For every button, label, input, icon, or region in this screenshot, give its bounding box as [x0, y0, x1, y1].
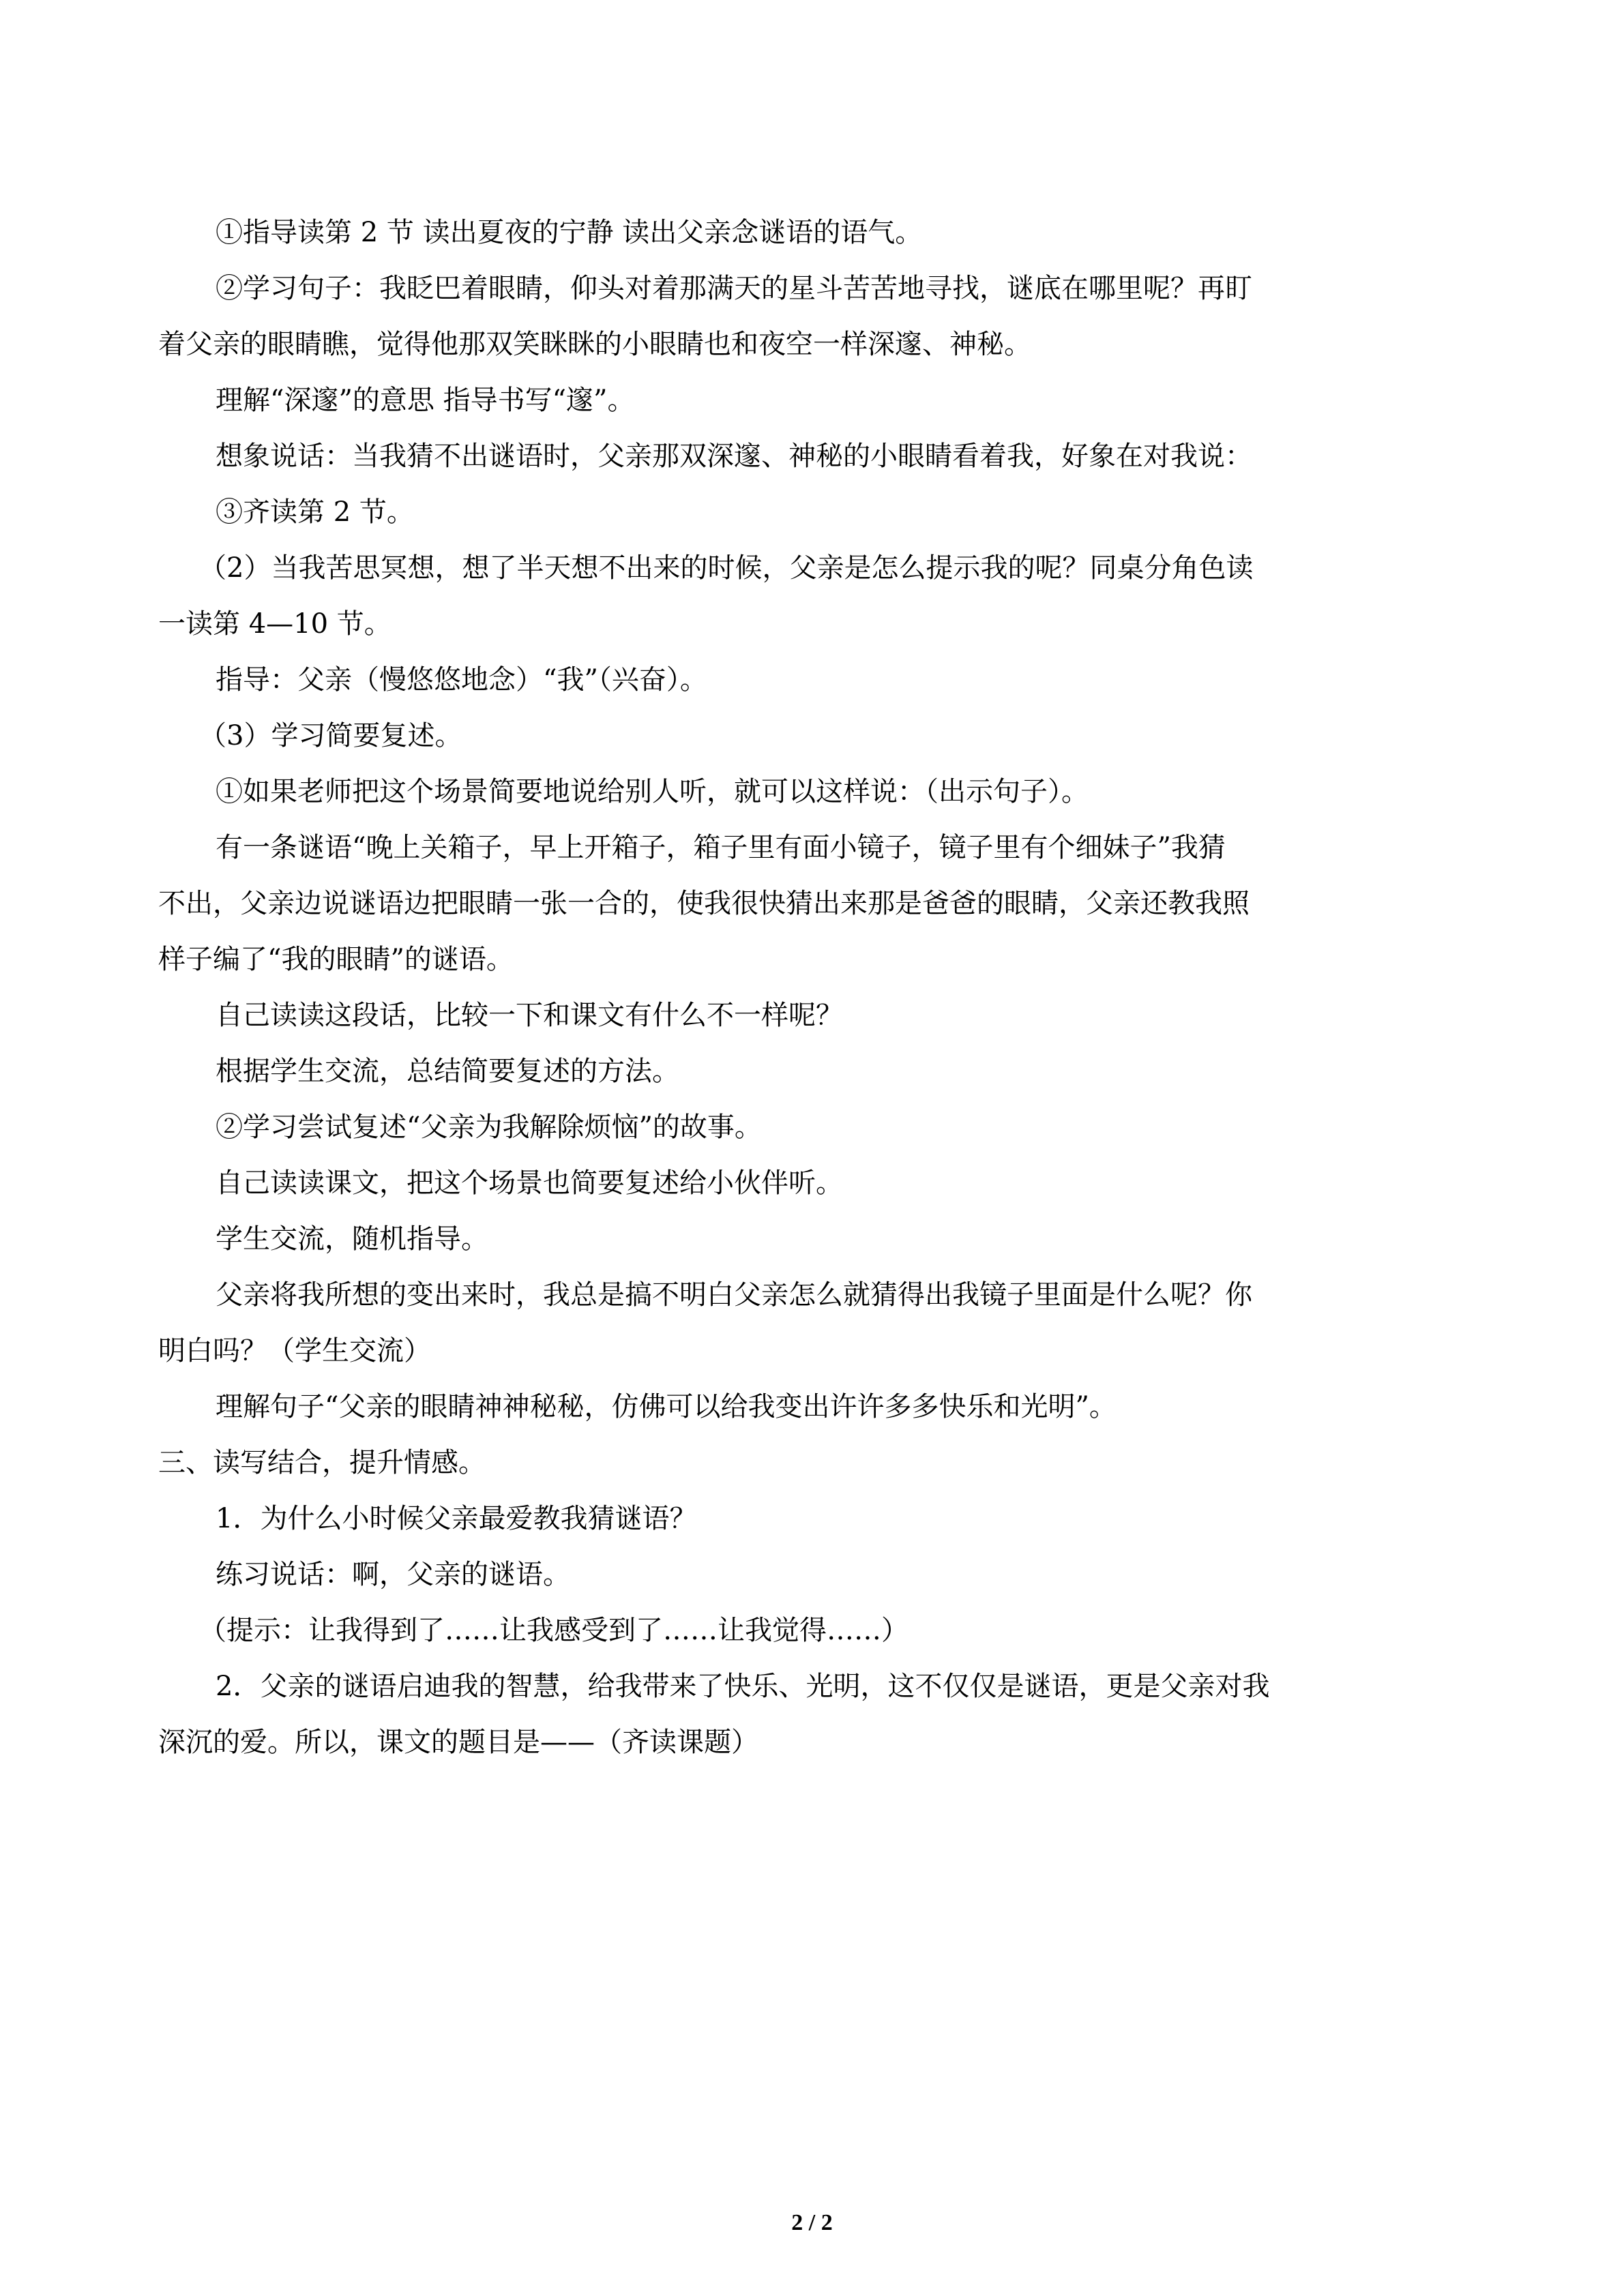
text-line: 1．为什么小时候父亲最爱教我猜谜语？	[216, 1503, 697, 1534]
text-line: （2）当我苦思冥想，想了半天想不出来的时候，父亲是怎么提示我的呢？同桌分角色读	[199, 552, 1254, 584]
text-line: 根据学生交流，总结简要复述的方法。	[216, 1056, 679, 1087]
page-number: 2 / 2	[791, 2210, 833, 2235]
text-line: 学生交流，随机指导。	[216, 1223, 488, 1255]
text-line: 指导：父亲（慢悠悠地念）“我”（兴奋）。	[216, 664, 707, 696]
text-line: 父亲将我所想的变出来时，我总是搞不明白父亲怎么就猜得出我镜子里面是什么呢？你	[216, 1279, 1252, 1311]
document-body	[158, 205, 1471, 1770]
text-line: 理解“深邃”的意思 指导书写“邃”。	[216, 385, 635, 416]
text-line: 自己读读这段话，比较一下和课文有什么不一样呢？	[216, 1000, 843, 1031]
text-line: 想象说话：当我猜不出谜语时，父亲那双深邃、神秘的小眼睛看着我，好象在对我说：	[216, 441, 1252, 472]
text-line: （提示：让我得到了……让我感受到了……让我觉得……）	[199, 1615, 909, 1646]
text-line: （3）学习简要复述。	[199, 720, 462, 751]
text-line: 三、读写结合，提升情感。	[158, 1447, 486, 1478]
text-line: 2．父亲的谜语启迪我的智慧，给我带来了快乐、光明，这不仅仅是谜语，更是父亲对我	[216, 1671, 1270, 1702]
text-line: ②学习尝试复述“父亲为我解除烦恼”的故事。	[216, 1112, 762, 1143]
text-line: 理解句子“父亲的眼睛神神秘秘，仿佛可以给我变出许许多多快乐和光明”。	[216, 1391, 1117, 1422]
text-line: ①指导读第 2 节 读出夏夜的宁静 读出父亲念谜语的语气。	[216, 217, 923, 248]
text-line: 着父亲的眼睛瞧，觉得他那双笑眯眯的小眼睛也和夜空一样深邃、神秘。	[158, 329, 1031, 360]
text-line: ②学习句子：我眨巴着眼睛，仰头对着那满天的星斗苦苦地寻找，谜底在哪里呢？再盯	[216, 273, 1252, 304]
text-line: 样子编了“我的眼睛”的谜语。	[158, 944, 514, 975]
text-line: 自己读读课文，把这个场景也简要复述给小伙伴听。	[216, 1167, 843, 1199]
text-line: 不出，父亲边说谜语边把眼睛一张一合的，使我很快猜出来那是爸爸的眼睛，父亲还教我照	[158, 888, 1250, 919]
text-line: 有一条谜语“晚上关箱子，早上开箱子，箱子里有面小镜子，镜子里有个细妹子”我猜	[216, 832, 1226, 863]
text-line: ①如果老师把这个场景简要地说给别人听，就可以这样说：（出示句子）。	[216, 776, 1089, 807]
text-line: ③齐读第 2 节。	[216, 496, 414, 528]
text-line: 练习说话：啊，父亲的谜语。	[216, 1559, 570, 1590]
text-line: 深沉的爱。所以，课文的题目是——（齐读课题）	[158, 1727, 758, 1758]
text-line: 一读第 4—10 节。	[158, 608, 392, 640]
text-line: 明白吗？（学生交流）	[158, 1335, 431, 1367]
